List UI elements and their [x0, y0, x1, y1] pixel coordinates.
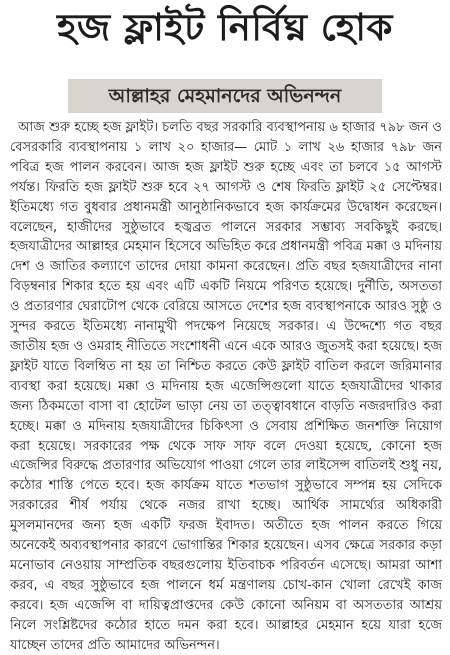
headline: হজ ফ্লাইট নির্বিঘ্ন হোক: [57, 6, 393, 49]
body-paragraph: আজ শুরু হচ্ছে হজ ফ্লাইট। চলতি বছর সরকারি ব্যবস্থাপনায় ৬ হাজার ৭৯৮ জন ও বেসরকারি ব্যবস্থাপনায় ১ লাখ ২০ হাজার— মোট ১ লাখ ২৬ হাজার ৭৯৮ জন পবিত্র হজ পালন করবেন। আজ হজ ফ্লাইট শুরু হচ্ছে এবং তা চলবে ১৫ আগস্ট পর্যন্ত। ফিরতি হজ ফ্লাইট শুরু হবে ২৭ আগস্ট ও শেষ ফিরতি ফ্লাইট ২৫ সেপ্টেম্বর। ইতিমধ্যে গত বুধবার প্রধানমন্ত্রী আনুষ্ঠানিকভাবে হজ কার্যক্রমের উদ্বোধন করেছেন। বলেছেন, হাজীদের সুষ্ঠুভাবে হজ্বব্রত পালনে সরকার সম্ভাব্য সবকিছুই করছে। হজযাত্রীদের আল্লাহর মেহমান হিসেবে অভিহিত করে প্রধানমন্ত্রী পবিত্র মক্কা ও মদিনায় দেশ ও জাতির কল্যাণে তাদের দোয়া কামনা করেছেন। প্রতি বছর হজযাত্রীদের নানা বিড়ম্বনার শিকার হতে হয় এবং এটি একটি নিয়মে পরিণত হয়েছে। দুর্নীতি, অসততা ও প্রতারণার ঘেরাটোপ থেকে বেরিয়ে আসতে দেশের হজ ব্যবস্থাপনাকে আরও সুষ্ঠু ও সুন্দর করতে ইতিমধ্যে নানামুখী পদক্ষেপ নিয়েছে সরকার। এ উদ্দেশ্যে গত বছর জাতীয় হজ ও ওমরাহ নীতিতে সংশোধনী এনে একে আরও জুতসই করা হয়েছে। হজ ফ্লাইট যাতে বিলম্বিত না হয় তা নিশ্চিত করতে কেউ ফ্লাইট বাতিল করলে জরিমানার ব্যবস্থা করা হয়েছে। মক্কা ও মদিনায় হজ এজেন্সিগুলো যাতে হজযাত্রীদের থাকার জন্য ঠিকমতো বাসা বা হোটেল ভাড়া নেয় তা তত্ত্বাবধানে বাড়তি নজরদারিও করা হচ্ছে। মক্কা ও মদিনায় হজযাত্রীদের চিকিৎসা ও সেবায় প্রশিক্ষিত জনশক্তি নিয়োগ করা হয়েছে। সরকারের পক্ষ থেকে সাফ সাফ বলে দেওয়া হয়েছে, কোনো হজ এজেন্সির বিরুদ্ধে প্রতারণার অভিযোগ পাওয়া গেলে তার লাইসেন্স বাতিলই শুধু নয়, কঠোর শাস্তি পেতে হবে। হজ কার্যক্রম যাতে শতভাগ সুষ্ঠুভাবে সম্পন্ন হয় সেদিকে সরকারের শীর্ষ পর্যায় থেকে নজর রাখা হচ্ছে। আর্থিক সামর্থ্যের অধিকারী মুসলমানদের জন্য হজ একটি ফরজ ইবাদত। অতীতে হজ পালন করতে গিয়ে অনেকেই অব্যবস্থাপনার কারণে ভোগান্তির শিকার হয়েছেন। এসব ক্ষেত্রে সরকার কড়া মনোভাব নেওয়ায় সাম্প্রতিক বছরগুলোয় ইতিবাচক পরিবর্তন এসেছে। আমরা আশা করব, এ বছর সুষ্ঠুভাবে হজ পালনে ধর্ম মন্ত্রণালয় চোখ-কান খোলা রেখেই কাজ করবে। হজ এজেন্সি বা দায়িত্বপ্রাপ্তদের কেউ কোনো অনিয়ম বা অসততার আশ্রয় নিলে সংশ্লিষ্টদের কঠোর হাতে দমন করা হবে। আল্লাহর মেহমান হয়ে যারা হজে যাচ্ছেন তাদের প্রতি আমাদের অভিনন্দন।: [10, 120, 442, 653]
article-body: [10, 118, 442, 653]
subheadline: আল্লাহর মেহমানদের অভিনন্দন: [108, 85, 342, 107]
